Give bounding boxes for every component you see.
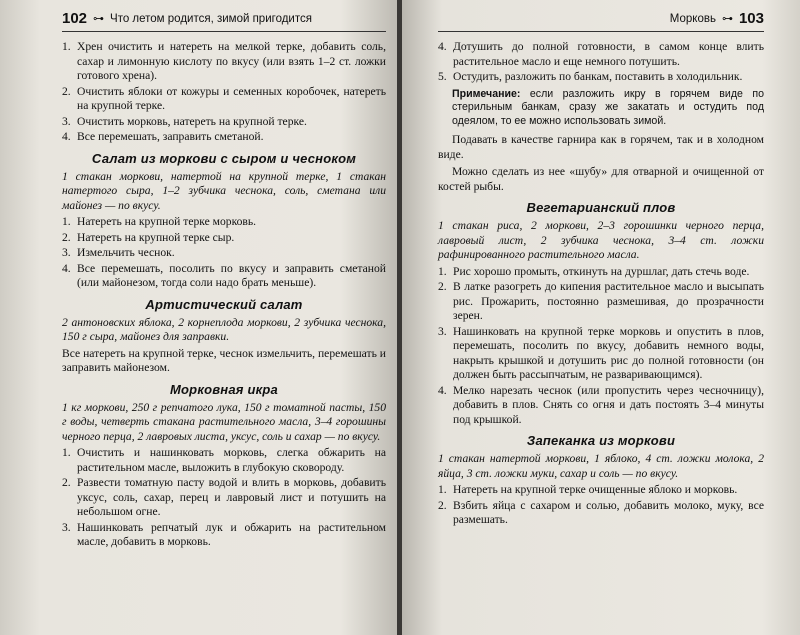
recipe-ingredients: 1 стакан риса, 2 моркови, 2–3 горошинки черного перца, лавровый лист, 2 зубчика чеснока, 3–4 ст. ложки рафинированного растительного масла. bbox=[438, 219, 764, 261]
recipe-title: Вегетарианский плов bbox=[526, 200, 676, 215]
right-page-number: 103 bbox=[738, 10, 764, 27]
list-item: 2. Очистить яблоки от кожуры и семенных коробочек, натереть на крупной терке. bbox=[62, 84, 386, 112]
recipe-text: Все натереть на крупной терке, чеснок измельчить, перемешать и заправить майонезом. bbox=[62, 346, 386, 374]
recipe-ingredients: 2 антоновских яблока, 2 корнеплода моркови, 2 зубчика чеснока, 150 г сыра, майонез для заправки. bbox=[62, 315, 386, 343]
list-item: 4. Дотушить до полной готовности, в самом конце влить растительное масло и еще немного потушить. bbox=[438, 40, 764, 68]
list-item: 2. В латке разогреть до кипения растительное масло и высыпать рис. Прожарить, постоянно размешивая, до прозрачности зерен. bbox=[438, 280, 764, 322]
list-item: 3. Очистить морковь, натереть на крупной терке. bbox=[62, 114, 307, 128]
list-item: 4. Мелко нарезать чеснок (или пропустить через чесночницу), добавить в плов. Снять со огня и дать постоять 3–4 минуты под крышкой. bbox=[438, 383, 764, 426]
key-icon: ⊶ bbox=[93, 13, 105, 25]
note bbox=[452, 88, 764, 129]
shuba-text: Можно сделать из нее «шубу» для отварной и очищенной от костей рыбы. bbox=[438, 165, 764, 193]
list-item: 4. Все перемешать, заправить сметаной. bbox=[62, 130, 264, 143]
list-item: 3. Нашинковать на крупной терке морковь и опустить в плов, перемешать, посолить по вкусу, добавить немного воды, накрыть крышкой и дотушить рис до полной готовности (он должен быть рассыпчатым, не разваривающимся). bbox=[438, 324, 764, 381]
left-header-title: Что летом родится, зимой пригодится bbox=[110, 12, 312, 25]
right-page bbox=[402, 0, 800, 635]
list-item: 1. Натереть на крупной терке морковь. bbox=[62, 215, 257, 228]
right-running-header bbox=[438, 6, 764, 32]
list-item: 3. Измельчить чеснок. bbox=[62, 246, 175, 259]
list-item: 2. Взбить яйца с сахаром и солью, добавить молоко, муку, все размешать. bbox=[438, 498, 764, 526]
list-item: 2. Развести томатную пасту водой и влить в морковь, добавить уксус, соль, сахар, перец и лавровый лист и потушить на небольшом огне. bbox=[62, 476, 386, 518]
list-item: 1. Рис хорошо промыть, откинуть на дуршлаг, дать стечь воде. bbox=[438, 264, 750, 278]
list-item: 1. Хрен очистить и натереть на мелкой терке, добавить соль, сахар и лимонную кислоту по вкусу (или взять 1–2 ст. ложки готового хрена). bbox=[62, 40, 386, 82]
left-running-header bbox=[62, 6, 386, 32]
list-item: 4. Все перемешать, посолить по вкусу и заправить сметаной (или майонезом, тогда соли надо брать меньше). bbox=[62, 261, 386, 289]
right-header-title: Морковь bbox=[669, 12, 716, 25]
note-label: Примечание: bbox=[452, 87, 521, 100]
serve-text: Подавать в качестве гарнира как в горячем, так и в холодном виде. bbox=[438, 133, 764, 161]
recipe-ingredients: 1 стакан моркови, натертой на крупной терке, 1 стакан натертого сыра, 1–2 зубчика чеснока, соль, сметана или майонез — по вкусу. bbox=[62, 169, 386, 212]
list-item: 1. Натереть на крупной терке очищенные яблоко и морковь. bbox=[438, 483, 738, 496]
list-item: 2. Натереть на крупной терке сыр. bbox=[62, 230, 235, 244]
recipe-title: Запеканка из моркови bbox=[526, 433, 676, 448]
key-icon: ⊶ bbox=[721, 13, 733, 25]
list-item: 3. Нашинковать репчатый лук и обжарить на растительном масле, добавить в морковь. bbox=[62, 520, 386, 548]
left-page bbox=[0, 0, 398, 635]
list-item: 1. Очистить и нашинковать морковь, слегка обжарить на растительном масле, выложить в глубокую сковороду. bbox=[62, 446, 386, 474]
list-item: 5. Остудить, разложить по банкам, поставить в холодильник. bbox=[438, 70, 743, 83]
left-page-number: 102 bbox=[62, 10, 88, 27]
note-text: если разложить икру в горячем виде по стерильным банкам, сразу же закатать и остудить под одеялом, то ее можно использовать зимой. bbox=[452, 87, 764, 127]
recipe-ingredients: 1 кг моркови, 250 г репчатого лука, 150 г томатной пасты, 150 г воды, четверть стакана растительного масла, 3–4 горошины черного перца, 2 лавровых листа, уксус, соль и сахар — по вкусу. bbox=[62, 400, 386, 443]
recipe-title: Артистический салат bbox=[145, 296, 303, 312]
recipe-title: Салат из моркови с сыром и чесноком bbox=[91, 150, 357, 166]
recipe-ingredients: 1 стакан натертой моркови, 1 яблоко, 4 ст. ложки молока, 2 яйца, 3 ст. ложки муки, сахар и соль — по вкусу. bbox=[438, 452, 764, 480]
recipe-title: Морковная икра bbox=[170, 381, 278, 397]
